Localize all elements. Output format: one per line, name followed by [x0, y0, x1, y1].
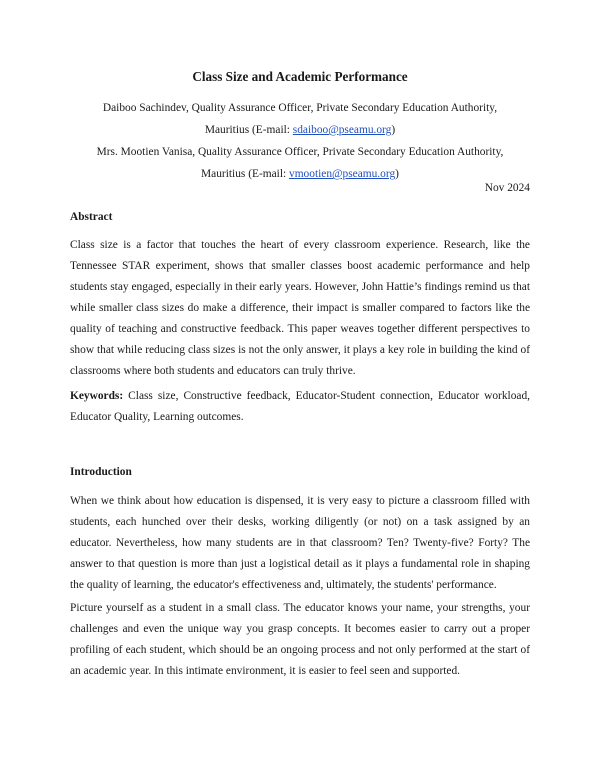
author-2-affiliation: Mrs. Mootien Vanisa, Quality Assurance Officer, Private Secondary Education Authority,: [96, 146, 504, 158]
author-1: [70, 97, 530, 141]
author-2-email-link[interactable]: vmootien@pseamu.org: [289, 168, 396, 180]
author-1-email-suffix: ): [391, 124, 396, 136]
author-2-contact: [70, 163, 530, 185]
keywords: [70, 386, 530, 428]
author-1-email-prefix: Mauritius (E-mail:: [204, 124, 293, 136]
intro-paragraph-1: When we think about how education is dispensed, it is very easy to picture a classroom filled with students, each hunched over their desks, working diligently (or not) on a task assigned by an educator. Nevertheless, how many students are in that classroom? Ten? Twenty-five? Forty? The answer to that question is more than just a logistical detail as it plays a fundamental role in shaping the quality of learning, the educator's effectiveness and, ultimately, the students' performance.: [70, 495, 530, 591]
abstract-text: Class size is a factor that touches the heart of every classroom experience. Research, like the Tennessee STAR experiment, shows that smaller classes boost academic performance and help students stay engaged, especially in their early years. However, John Hattie’s findings remind us that while smaller class sizes do make a difference, their impact is smaller compared to factors like the quality of teaching and constructive feedback. This paper weaves together different perspectives to show that while reducing class sizes is not the only answer, it plays a key role in building the kind of classrooms where both students and educators can truly thrive.: [70, 239, 530, 377]
publication-date: Nov 2024: [484, 182, 530, 194]
introduction-heading: Introduction: [70, 466, 132, 478]
author-2-email-prefix: Mauritius (E-mail:: [201, 168, 289, 180]
keywords-label: Keywords:: [70, 390, 124, 402]
abstract-heading: Abstract: [70, 211, 113, 223]
author-1-affiliation: Daiboo Sachindev, Quality Assurance Officer, Private Secondary Education Authority,: [102, 102, 498, 114]
paper-title: Class Size and Academic Performance: [192, 69, 408, 84]
author-2-email-suffix: ): [395, 168, 399, 180]
author-1-contact: [70, 119, 530, 141]
intro-paragraph-2: Picture yourself as a student in a small class. The educator knows your name, your strengths, your challenges and even the unique way you grasp concepts. It becomes easier to carry out a proper profiling of each student, which should be an ongoing process and not only performed at the start of an academic year. In this intimate environment, it is easier to feel seen and supported.: [70, 602, 530, 677]
author-2: [70, 141, 530, 185]
author-1-email-link[interactable]: sdaiboo@pseamu.org: [292, 124, 392, 136]
keywords-text: Class size, Constructive feedback, Educator-Student connection, Educator workload, Educator Quality, Learning outcomes.: [70, 390, 530, 423]
